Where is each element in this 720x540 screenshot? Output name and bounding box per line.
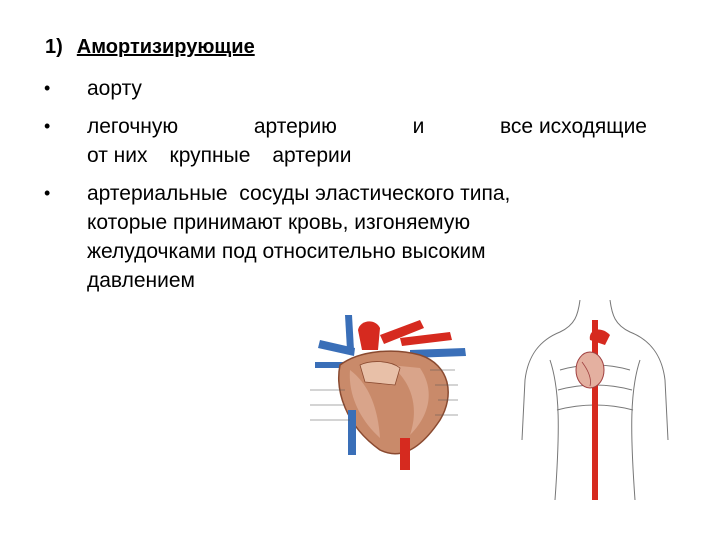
bullet-line: крупные [169,144,251,167]
bullet-marker: • [44,116,51,136]
list-item [44,179,664,295]
heading-number: 1) [45,36,63,58]
bullet-line: все исходящие [500,115,647,138]
bullet-text: аорту [87,77,142,100]
bullet-marker: • [44,183,51,203]
heading-title: Амортизирующие [76,36,255,58]
list-item [44,112,664,170]
torso-aorta-illustration [520,300,670,500]
bullet-line: артериальные сосуды эластического типа, [87,182,511,205]
bullet-line: давлением [87,269,195,292]
bullet-line: и [412,115,425,138]
section-heading [45,36,255,59]
heart-anatomy-diagram [300,310,490,475]
bullet-line: которые принимают кровь, изгоняемую [87,211,471,234]
bullet-text [87,179,664,295]
bullet-list [44,74,664,304]
bullet-line: легочную [87,115,179,138]
bullet-line: артерии [272,144,352,167]
bullet-line: артерию [253,115,337,138]
bullet-text [87,112,664,170]
bullet-line: желудочками под относительно высоким [87,240,486,263]
bullet-line: от них [87,144,148,167]
bullet-marker: • [44,78,51,98]
list-item [44,74,664,103]
